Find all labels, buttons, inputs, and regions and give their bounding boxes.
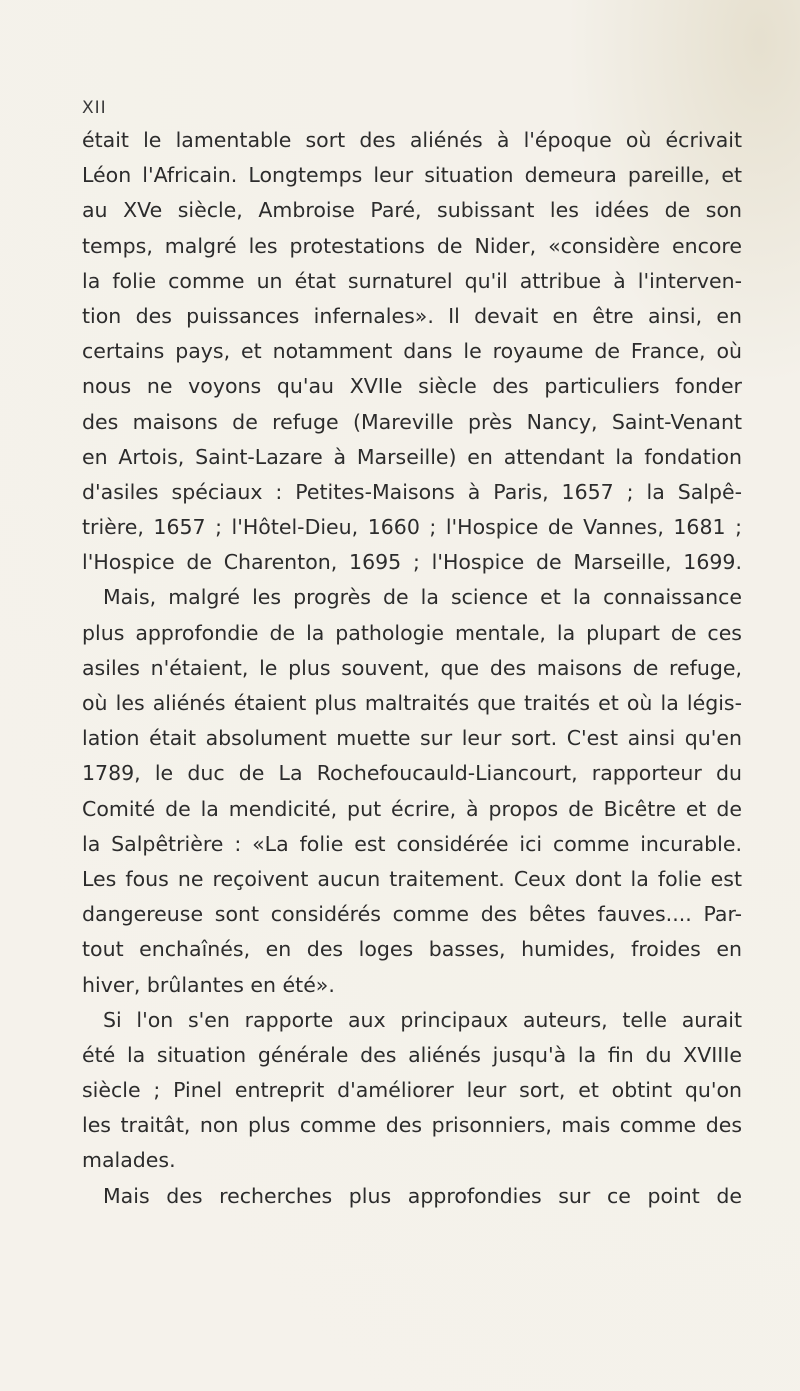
text-line: tion des puissances infernales». Il devait en être ainsi, en xyxy=(82,303,742,328)
text-line: la Salpêtrière : «La folie est considérée ici comme incurable. xyxy=(82,831,742,856)
text-line: siècle ; Pinel entreprit d'améliorer leur sort, et obtint qu'on xyxy=(82,1078,742,1103)
body-text xyxy=(82,123,742,1214)
text-line: d'asiles spéciaux : Petites-Maisons à Paris, 1657 ; la Salpê- xyxy=(82,479,742,504)
text-line: Comité de la mendicité, put écrire, à propos de Bicêtre et de xyxy=(82,796,742,821)
text-line: était le lamentable sort des aliénés à l'époque où écrivait xyxy=(82,128,742,152)
text-line: certains pays, et notamment dans le royaume de France, où xyxy=(82,339,742,364)
text-line: tout enchaînés, en des loges basses, humides, froides en xyxy=(82,937,742,962)
text-line: où les aliénés étaient plus maltraités que traités et où la légis- xyxy=(82,691,742,715)
text-line: en Artois, Saint-Lazare à Marseille) en attendant la fondation xyxy=(82,444,742,469)
text-line: été la situation générale des aliénés jusqu'à la fin du XVIIIe xyxy=(82,1042,742,1067)
text-line: l'Hospice de Charenton, 1695 ; l'Hospice de Marseille, 1699. xyxy=(82,550,742,575)
text-line: Mais des recherches plus approfondies sur ce point de xyxy=(103,1183,742,1208)
text-line: Léon l'Africain. Longtemps leur situation demeura pareille, et xyxy=(82,163,742,188)
text-line: lation était absolument muette sur leur sort. C'est ainsi qu'en xyxy=(82,726,742,751)
text-line: Mais, malgré les progrès de la science et la connaissance xyxy=(103,585,742,610)
text-line: malades. xyxy=(82,1148,176,1173)
text-line: des maisons de refuge (Mareville près Nancy, Saint-Venant xyxy=(82,409,742,434)
text-line: nous ne voyons qu'au XVIIe siècle des particuliers fonder xyxy=(82,374,742,399)
text-line: plus approfondie de la pathologie mentale, la plupart de ces xyxy=(82,620,742,645)
text-line: hiver, brûlantes en été». xyxy=(82,972,335,997)
text-line: temps, malgré les protestations de Nider, «considère encore xyxy=(82,233,742,258)
text-line: trière, 1657 ; l'Hôtel-Dieu, 1660 ; l'Hospice de Vannes, 1681 ; xyxy=(82,515,742,540)
text-line: 1789, le duc de La Rochefoucauld-Liancourt, rapporteur du xyxy=(82,761,742,786)
page-number: XII xyxy=(82,98,107,118)
text-line: dangereuse sont considérés comme des bêtes fauves.... Par- xyxy=(82,902,742,927)
text-line: la folie comme un état surnaturel qu'il attribue à l'interven- xyxy=(82,268,742,293)
text-line: Les fous ne reçoivent aucun traitement. Ceux dont la folie est xyxy=(82,866,742,891)
text-line: asiles n'étaient, le plus souvent, que des maisons de refuge, xyxy=(82,655,742,680)
text-line: Si l'on s'en rapporte aux principaux auteurs, telle aurait xyxy=(103,1007,742,1032)
text-line: les traitât, non plus comme des prisonniers, mais comme des xyxy=(82,1113,742,1138)
text-line: au XVe siècle, Ambroise Paré, subissant les idées de son xyxy=(82,198,742,223)
